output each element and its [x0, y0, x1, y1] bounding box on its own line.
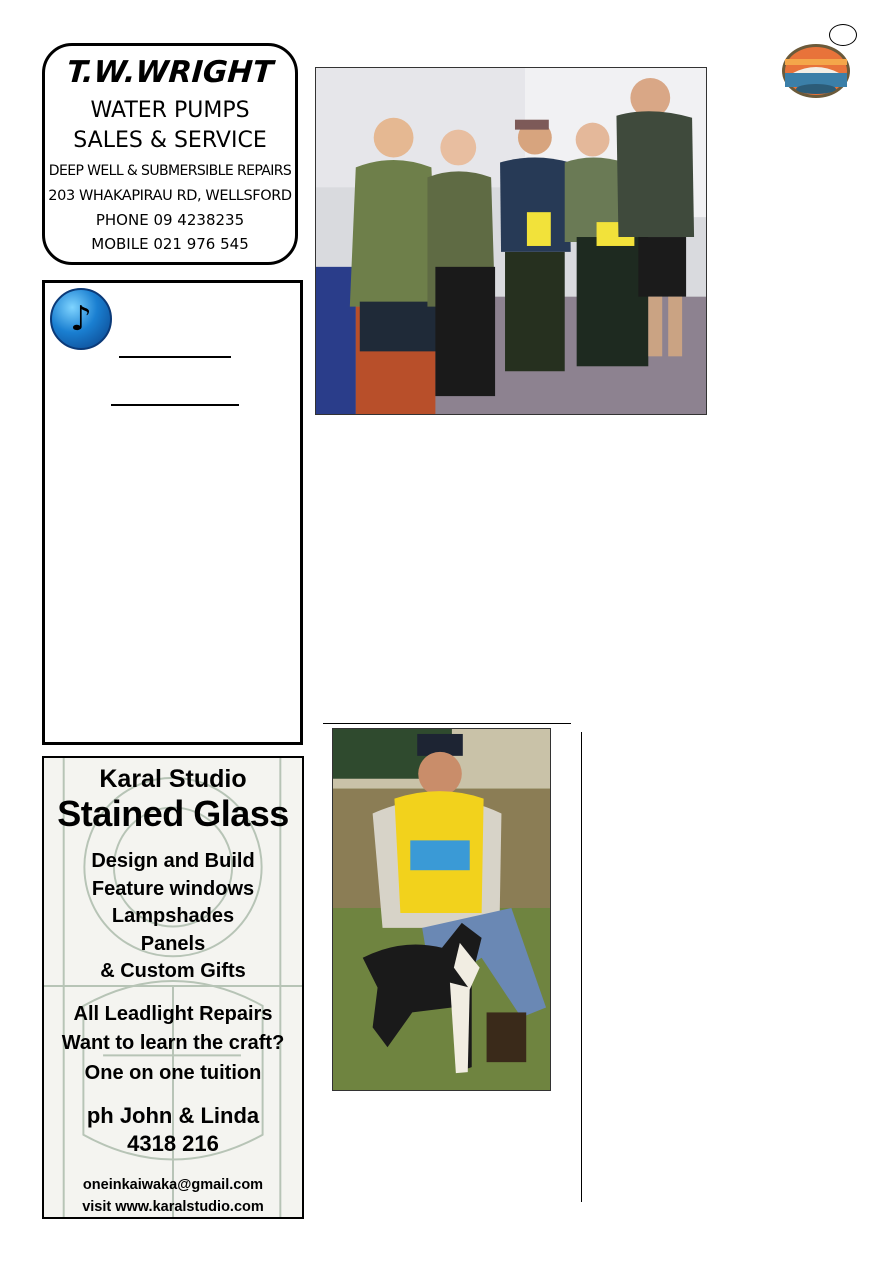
- man-with-dog-photo: [332, 728, 551, 1091]
- prize-winners-photo: [315, 67, 707, 415]
- advert-business-name: T.W.WRIGHT: [65, 55, 275, 90]
- music-note-icon: ♪: [50, 288, 112, 350]
- divider-line: [323, 723, 571, 724]
- learn-line: Want to learn the craft?: [61, 1032, 285, 1054]
- music-notice-box: [42, 280, 303, 745]
- studio-name: Karal Studio: [99, 765, 247, 793]
- advert-address: 203 WHAKAPIRAU RD, WELLSFORD: [48, 188, 292, 204]
- repairs-line: All Leadlight Repairs: [73, 1002, 273, 1025]
- service-item: Feature windows: [91, 877, 255, 900]
- heading-underline: [111, 404, 239, 406]
- advert-headline: Stained Glass: [57, 793, 289, 834]
- service-item: Panels: [140, 932, 206, 955]
- advert-phone: PHONE 09 4238235: [95, 211, 245, 229]
- heading-underline: [119, 356, 231, 358]
- advert-line-sales-service: SALES & SERVICE: [73, 128, 267, 153]
- column-divider: [581, 732, 582, 1202]
- contact-email: oneinkaiwaka@gmail.com: [82, 1177, 264, 1193]
- karal-studio-advert: [42, 756, 304, 1219]
- service-item: Lampshades: [111, 905, 235, 927]
- advert-line-repairs: DEEP WELL & SUBMERSIBLE REPAIRS: [48, 163, 292, 179]
- contact-phone: 4318 216: [127, 1131, 219, 1156]
- service-item: Design and Build: [91, 850, 255, 872]
- tw-wright-advert: [42, 43, 298, 265]
- contact-name: ph John & Linda: [86, 1103, 260, 1128]
- advert-line-water-pumps: WATER PUMPS: [90, 98, 250, 123]
- tuition-line: One on one tuition: [84, 1061, 262, 1084]
- club-emblem-logo: [781, 43, 851, 99]
- advert-mobile: MOBILE 021 976 545: [91, 235, 249, 253]
- service-item: & Custom Gifts: [100, 960, 246, 982]
- website-link: visit www.karalstudio.com: [82, 1199, 264, 1215]
